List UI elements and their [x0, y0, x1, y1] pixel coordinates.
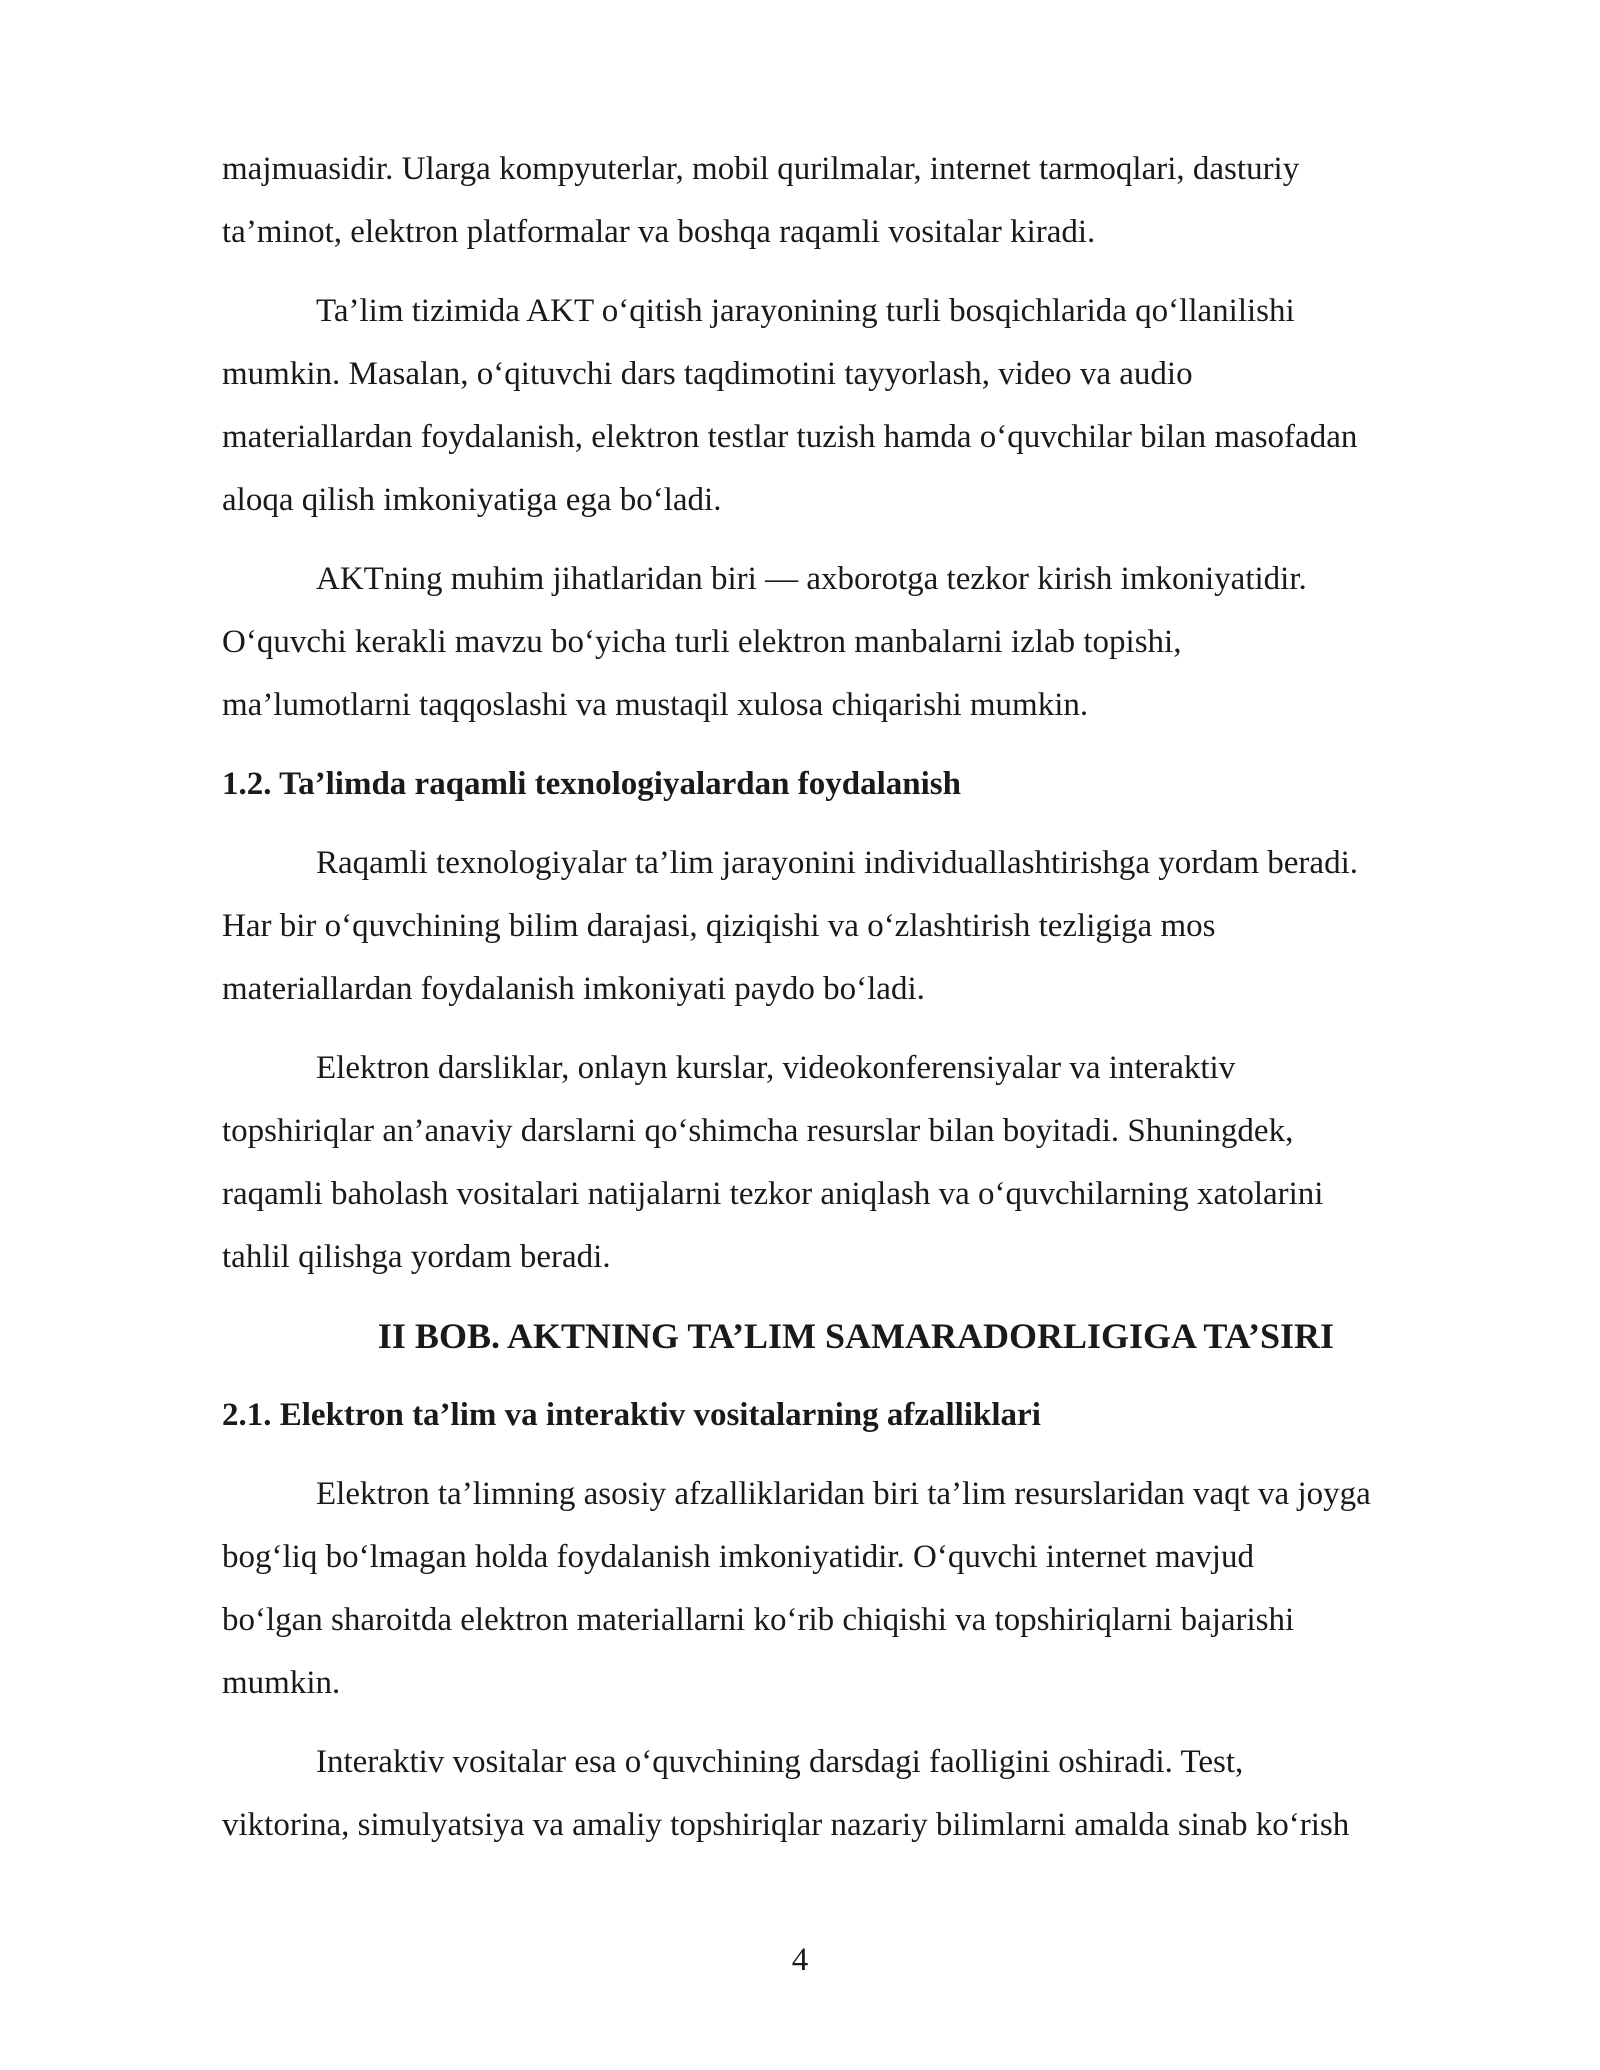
text-line: topshiriqlar an’anaviy darslarni qo‘shimcha resurslar bilan boyitadi. Shuningdek, — [222, 1113, 1294, 1149]
text-line: mumkin. — [222, 1665, 341, 1701]
text-line: majmuasidir. Ularga kompyuterlar, mobil qurilmalar, internet tarmoqlari, dasturiy — [222, 151, 1300, 187]
paragraph — [222, 1731, 1490, 1857]
text-line: Har bir o‘quvchining bilim darajasi, qiziqishi va o‘zlashtirish tezligiga mos — [222, 908, 1216, 944]
text-line: O‘quvchi kerakli mavzu bo‘yicha turli elektron manbalarni izlab topishi, — [222, 624, 1182, 660]
section-heading-2-1: 2.1. Elektron ta’lim va interaktiv vositalarning afzalliklari — [222, 1397, 1041, 1433]
text-line: Interaktiv vositalar esa o‘quvchining darsdagi faolligini oshiradi. Test, — [316, 1744, 1244, 1780]
text-line: ma’lumotlarni taqqoslashi va mustaqil xulosa chiqarishi mumkin. — [222, 687, 1089, 723]
paragraph — [222, 832, 1490, 1021]
text-line: bo‘lgan sharoitda elektron materiallarni ko‘rib chiqishi va topshiriqlarni bajarishi — [222, 1602, 1295, 1638]
text-line: Raqamli texnologiyalar ta’lim jarayonini individuallashtirishga yordam beradi. — [316, 845, 1358, 881]
section-heading-1-2: 1.2. Ta’limda raqamli texnologiyalardan foydalanish — [222, 766, 961, 802]
text-line: ta’minot, elektron platformalar va boshqa raqamli vositalar kiradi. — [222, 214, 1096, 250]
paragraph — [222, 1037, 1490, 1289]
document-page — [222, 138, 1490, 1873]
text-line: Elektron darsliklar, onlayn kurslar, videokonferensiyalar va interaktiv — [316, 1050, 1236, 1086]
page-number: 4 — [791, 1942, 809, 1978]
text-line: raqamli baholash vositalari natijalarni tezkor aniqlash va o‘quvchilarning xatolarini — [222, 1176, 1324, 1212]
text-line: AKTning muhim jihatlaridan biri — axborotga tezkor kirish imkoniyatidir. — [316, 561, 1307, 597]
text-line: materiallardan foydalanish imkoniyati paydo bo‘ladi. — [222, 971, 925, 1007]
paragraph — [222, 138, 1490, 264]
text-line: aloqa qilish imkoniyatiga ega bo‘ladi. — [222, 482, 722, 518]
text-line: bog‘liq bo‘lmagan holda foydalanish imkoniyatidir. O‘quvchi internet mavjud — [222, 1539, 1254, 1575]
text-line: viktorina, simulyatsiya va amaliy topshiriqlar nazariy bilimlarni amalda sinab ko‘rish — [222, 1807, 1350, 1843]
text-line: materiallardan foydalanish, elektron testlar tuzish hamda o‘quvchilar bilan masofadan — [222, 419, 1358, 455]
paragraph — [222, 1463, 1490, 1715]
text-line: mumkin. Masalan, o‘qituvchi dars taqdimotini tayyorlash, video va audio — [222, 356, 1193, 392]
text-line: Ta’lim tizimida AKT o‘qitish jarayonining turli bosqichlarida qo‘llanilishi — [316, 293, 1295, 329]
paragraph — [222, 548, 1490, 737]
text-line: tahlil qilishga yordam beradi. — [222, 1239, 611, 1275]
text-line: Elektron ta’limning asosiy afzalliklaridan biri ta’lim resurslaridan vaqt va joyga — [316, 1476, 1371, 1512]
paragraph — [222, 280, 1490, 532]
chapter-title: II BOB. AKTNING TA’LIM SAMARADORLIGIGA TA’SIRI — [377, 1316, 1335, 1356]
